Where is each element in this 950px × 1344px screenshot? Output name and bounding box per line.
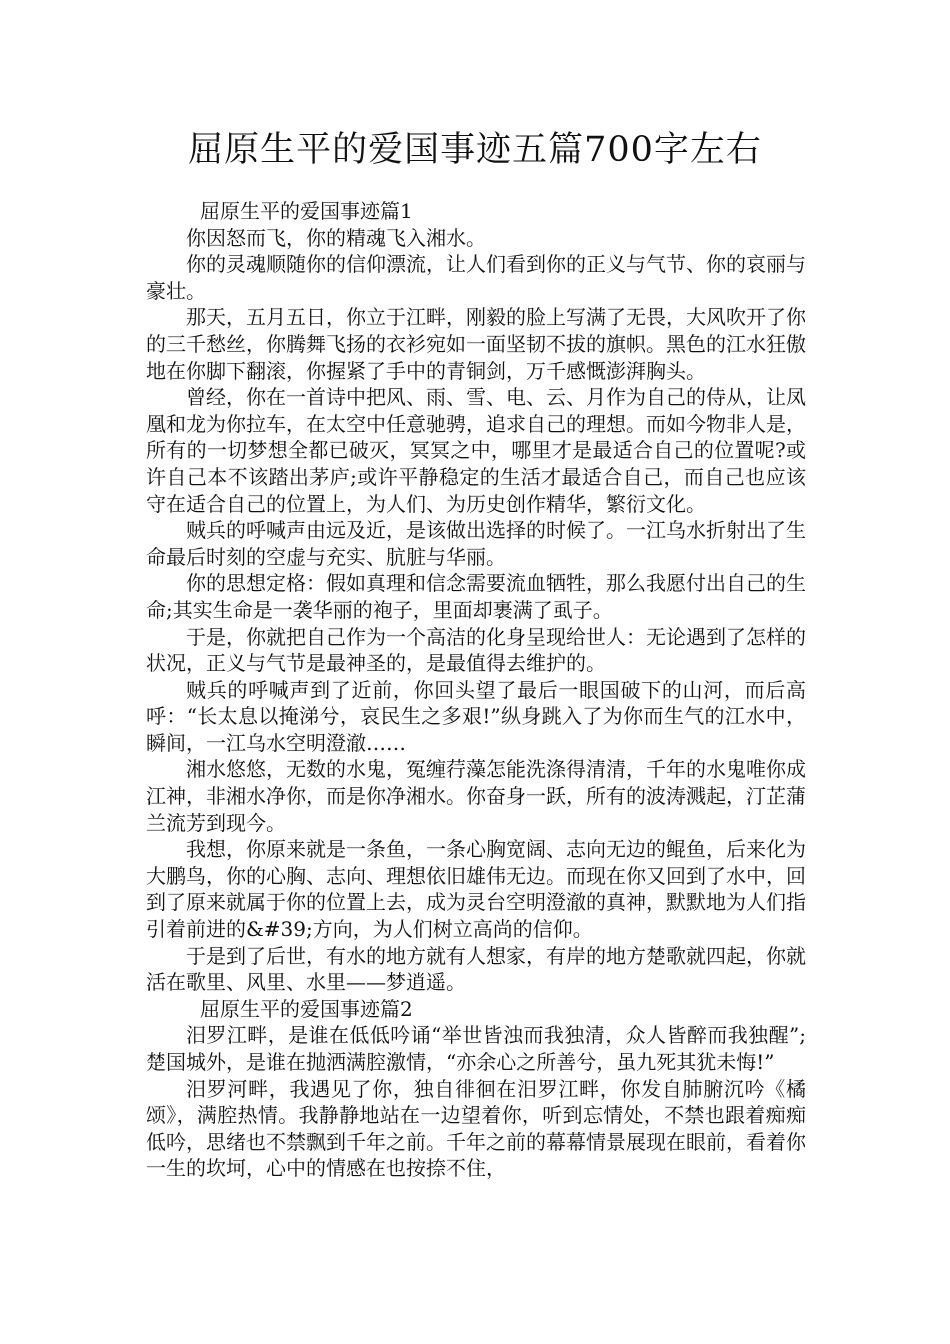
document-title: 屈原生平的爱国事迹五篇700字左右: [188, 130, 762, 170]
paragraph: 汨罗河畔，我遇见了你，独自徘徊在汨罗江畔，你发自肺腑沉吟《橘颂》，满腔热情。我静静地站在一边望着你，听到忘情处，不禁也跟着痴痴低吟，思绪也不禁飘到千年之前。千年之前的幕幕情景展现在眼前，看着你一生的坎坷，心中的情感在也按捺不住，: [146, 1076, 806, 1181]
document-body: [146, 198, 806, 1182]
paragraph: 你的灵魂顺随你的信仰漂流，让人们看到你的正义与气节、你的哀丽与豪壮。: [146, 252, 806, 303]
paragraph: 我想，你原来就是一条鱼，一条心胸宽阔、志向无边的鲲鱼，后来化为大鹏鸟，你的心胸、志向、理想依旧雄伟无边。而现在你又回到了水中，回到了原来就属于你的位置上去，成为灵台空明澄澈的真神，默默地为人们指引着前进的&#39;方向，为人们树立高尚的信仰。: [146, 837, 806, 942]
section-heading: 屈原生平的爱国事迹篇2: [200, 996, 413, 1021]
section-heading: 屈原生平的爱国事迹篇1: [200, 199, 413, 223]
paragraph: 于是到了后世，有水的地方就有人想家，有岸的地方楚歌就四起，你就活在歌里、风里、水里——梦逍遥。: [146, 943, 806, 995]
paragraph: 你因怒而飞，你的精魂飞入湘水。: [186, 225, 486, 250]
paragraph: 那天，五月五日，你立于江畔，刚毅的脸上写满了无畏，大风吹开了你的三千愁丝，你腾舞飞扬的衣衫宛如一面坚韧不拔的旗帜。黑色的江水狂傲地在你脚下翻滚，你握紧了手中的青铜剑，万千感慨澎湃胸头。: [146, 305, 806, 383]
paragraph: 汨罗江畔，是谁在低低吟诵“举世皆浊而我独清，众人皆醉而我独醒”;楚国城外，是谁在抛洒满腔激情，“亦余心之所善兮，虽九死其犹未悔!”: [146, 1023, 806, 1074]
paragraph: 你的思想定格：假如真理和信念需要流血牺牲，那么我愿付出自己的生命;其实生命是一袭华丽的袍子，里面却裹满了虱子。: [146, 571, 806, 622]
paragraph: 曾经，你在一首诗中把风、雨、雪、电、云、月作为自己的侍从，让凤凰和龙为你拉车，在太空中任意驰骋，追求自己的理想。而如今物非人是，所有的一切梦想全都已破灭，冥冥之中，哪里才是最适合自己的位置呢?或许自己本不该踏出茅庐;或许平静稳定的生活才最适合自己，而自己也应该守在适合自己的位置上，为人们、为历史创作精华，繁衍文化。: [146, 385, 806, 516]
paragraph: 于是，你就把自己作为一个高洁的化身呈现给世人：无论遇到了怎样的状况，正义与气节是最神圣的，是最值得去维护的。: [146, 624, 806, 676]
paragraph: 湘水悠悠，无数的水鬼，冤缠荇藻怎能洗涤得清清，千年的水鬼唯你成江神，非湘水净你，而是你净湘水。你奋身一跃，所有的波涛溅起，汀芷蒲兰流芳到现今。: [146, 757, 806, 835]
paragraph: 贼兵的呼喊声到了近前，你回头望了最后一眼国破下的山河，而后高呼：“长太息以掩涕兮，哀民生之多艰!”纵身跳入了为你而生气的江水中，瞬间，一江乌水空明澄澈……: [146, 677, 806, 755]
paragraph: 贼兵的呼喊声由远及近，是该做出选择的时候了。一江乌水折射出了生命最后时刻的空虚与充实、肮脏与华丽。: [146, 518, 806, 569]
